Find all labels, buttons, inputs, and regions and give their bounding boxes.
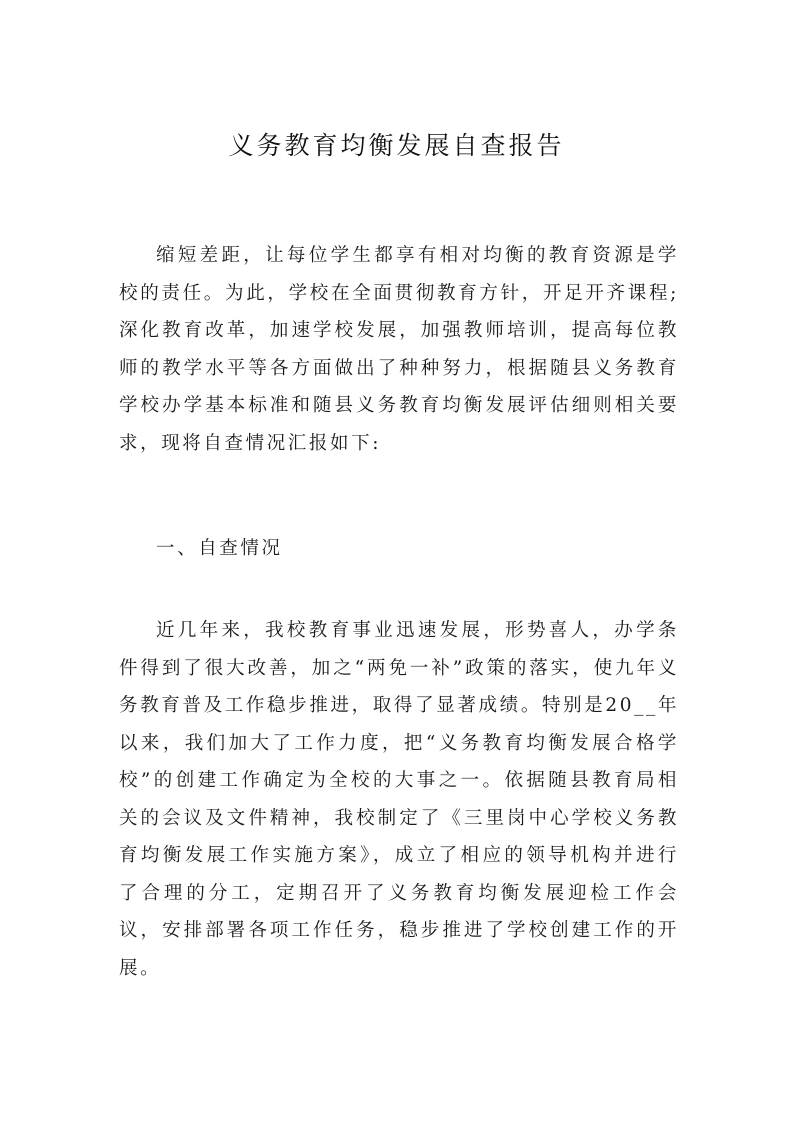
- section-heading: 一、自查情况: [156, 538, 283, 559]
- section-paragraph: 近几年来，我校教育事业迅速发展，形势喜人，办学条件得到了很大改善，加之“两免一补”政策的落实，使九年义务教育普及工作稳步推进，取得了显著成绩。特别是20__年以来，我们加大了工作力度，把“义务教育均衡发展合格学校”的创建工作确定为全校的大事之一。依据随县教育局相关的会议及文件精神，我校制定了《三里岗中心学校义务教育均衡发展工作实施方案》，成立了相应的领导机构并进行了合理的分工，定期召开了义务教育均衡发展迎检工作会议，安排部署各项工作任务，稳步推进了学校创建工作的开展。: [119, 620, 679, 979]
- document-title: 义务教育均衡发展自查报告: [228, 131, 565, 160]
- intro-paragraph: 缩短差距，让每位学生都享有相对均衡的教育资源是学校的责任。为此，学校在全面贯彻教育方针，开足开齐课程;深化教育改革，加速学校发展，加强教师培训，提高每位教师的教学水平等各方面做出了种种努力，根据随县义务教育学校办学基本标准和随县义务教育均衡发展评估细则相关要求，现将自查情况汇报如下:: [119, 245, 679, 454]
